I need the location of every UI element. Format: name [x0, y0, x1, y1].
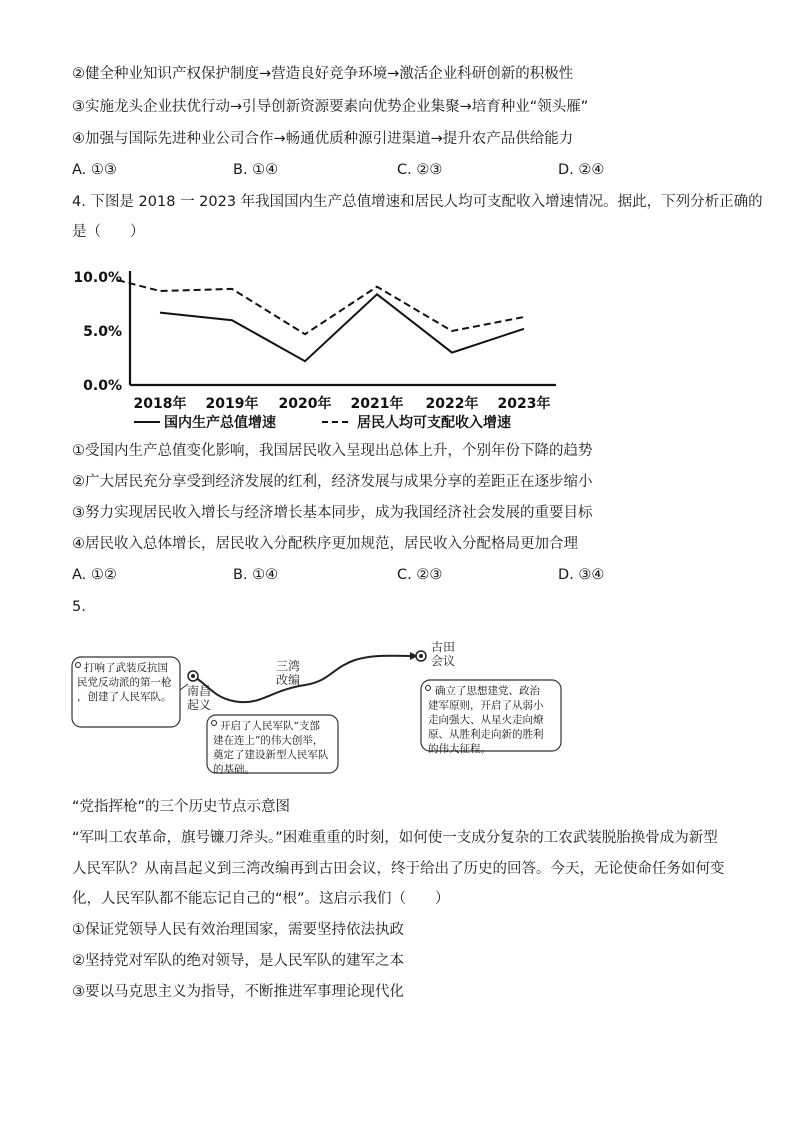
chart-legend [134, 414, 511, 431]
chart-x-categories [134, 395, 551, 412]
q3-item-4: ④加强与国际先进种业公司合作→畅通优质种源引进渠道→提升农产品供给能力 [72, 131, 574, 147]
q5-para-line-2: 人民军队？从南昌起义到三湾改编再到古田会议，终于给出了历史的回答。今天，无论使命任务如何变 [72, 861, 725, 877]
node-marker-3 [416, 651, 426, 661]
x-tick-label: 2022年 [425, 396, 479, 412]
x-tick-label: 2021年 [350, 396, 404, 412]
q3-option-c[interactable]: C. ②③ [397, 162, 443, 178]
series-line-gdp [160, 294, 524, 361]
q5-item-3: ③要以马克思主义为指导，不断推进军事理论现代化 [72, 984, 404, 1000]
q5-para-line-1: “军叫工农革命，旗号镰刀斧头。”困难重重的时刻，如何使一支成分复杂的工农武装脱胎换骨成为新型 [72, 830, 718, 846]
node-label-3a: 古田 [431, 640, 456, 654]
q4-item-1: ①受国内生产总值变化影响，我国居民收入呈现出总体上升，个别年份下降的趋势 [72, 443, 593, 459]
q4-option-c[interactable]: C. ②③ [397, 567, 443, 583]
node-label-2b: 改编 [276, 673, 301, 687]
q4-item-3: ③努力实现居民收入增长与经济增长基本同步，成为我国经济社会发展的重要目标 [72, 505, 593, 521]
q3-item-3: ③实施龙头企业扶优行动→引导创新资源要素向优势企业集聚→培育种业“领头雁” [72, 99, 589, 115]
q3-option-a[interactable]: A. ①③ [72, 162, 117, 178]
series-line-income [118, 280, 524, 334]
q5-number: 5. [72, 599, 86, 615]
chart-axes [130, 271, 556, 385]
q3-option-b[interactable]: B. ①④ [233, 162, 279, 178]
node-label-3b: 会议 [431, 654, 456, 668]
x-tick-label: 2023年 [497, 396, 551, 412]
node-label-1b: 起义 [187, 698, 212, 712]
box-text-line: 的伟大征程。 [428, 743, 491, 755]
q3-item-2: ②健全种业知识产权保护制度→营造良好竞争环境→激活企业科研创新的积极性 [72, 66, 574, 82]
q4-option-a[interactable]: A. ①② [72, 567, 117, 583]
box-text-line: 原、从胜利走向新的胜利 [428, 728, 544, 741]
box-text-line: 民党反动派的第一枪 [77, 676, 172, 689]
box-text-line: 建在连上”的伟大创举， [213, 734, 324, 747]
x-tick-label: 2018年 [133, 396, 187, 412]
q4-option-b[interactable]: B. ①④ [233, 567, 279, 583]
y-tick-label: 0.0% [83, 378, 122, 394]
legend-label-gdp: 国内生产总值增速 [164, 415, 276, 431]
box-text-line: 建军原则，开启了从弱小 [428, 699, 544, 712]
legend-label-income: 居民人均可支配收入增速 [357, 415, 511, 431]
q4-stem-line-1: 4. 下图是 2018 一 2023 年我国国内生产总值增速和居民人均可支配收入增速情况。据此，下列分析正确的 [72, 194, 763, 210]
q3-option-d[interactable]: D. ②④ [558, 162, 605, 178]
node-marker-1 [188, 671, 198, 681]
growth-line-chart [0, 0, 794, 440]
box-text-line: 开启了人民军队“支部 [220, 720, 320, 732]
y-tick-label: 5.0% [83, 324, 122, 340]
node-label-2a: 三湾 [276, 659, 301, 673]
q5-caption: “党指挥枪”的三个历史节点示意图 [72, 799, 291, 815]
q5-para-line-3: 化，人民军队都不能忘记自己的“根”。这启示我们（ ） [72, 891, 450, 907]
q4-option-d[interactable]: D. ③④ [558, 567, 605, 583]
box-text-line: 确立了思想建党、政治 [435, 685, 540, 697]
q4-item-4: ④居民收入总体增长，居民收入分配秩序更加规范，居民收入分配格局更加合理 [72, 536, 578, 552]
q5-item-2: ②坚持党对军队的绝对领导，是人民军队的建军之本 [72, 953, 404, 969]
box-text-line: ，创建了人民军队。 [77, 691, 172, 703]
box-text-line: 走向强大、从星火走向燎 [428, 714, 544, 726]
box-text-line: 打响了武装反抗国 [84, 662, 168, 674]
q4-stem-line-2: 是（ ） [72, 224, 145, 240]
history-timeline-diagram [0, 630, 794, 780]
x-tick-label: 2020年 [278, 396, 332, 412]
node-label-1a: 南昌 [187, 684, 212, 698]
q4-item-2: ②广大居民充分享受到经济发展的红利，经济发展与成果分享的差距正在逐步缩小 [72, 474, 593, 490]
box-text-line: 的基础。 [213, 763, 255, 776]
y-tick-label: 10.0% [73, 270, 122, 286]
chart-y-ticks [73, 270, 122, 394]
q5-item-1: ①保证党领导人民有效治理国家，需要坚持依法执政 [72, 922, 404, 938]
timeline-curve [193, 656, 416, 703]
chart-series [118, 280, 524, 361]
x-tick-label: 2019年 [205, 396, 259, 412]
box-text-line: 奠定了建设新型人民军队 [213, 749, 329, 761]
